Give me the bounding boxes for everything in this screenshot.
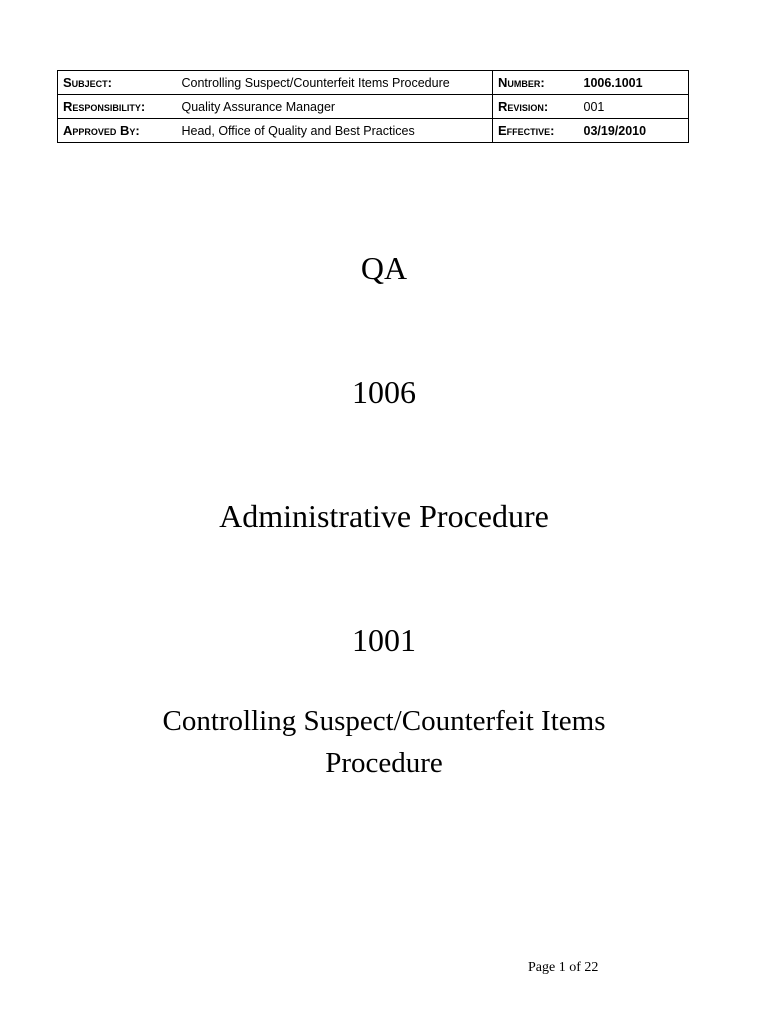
responsibility-label: Responsibility: [58,95,177,119]
series-number: 1006 [352,374,416,410]
subject-label: Subject: [58,71,177,95]
effective-label: Effective: [493,119,579,143]
document-header-table [57,70,689,143]
header-row-approved [58,119,689,143]
document-type: Administrative Procedure [219,498,549,534]
number-label: Number: [493,71,579,95]
document-title-line1: Controlling Suspect/Counterfeit Items [162,705,606,737]
header-row-responsibility [58,95,689,119]
page-number: Page 1 of 22 [528,960,599,975]
effective-value: 03/19/2010 [579,119,689,143]
revision-label: Revision: [493,95,579,119]
approved-label: Approved By: [58,119,177,143]
number-value: 1006.1001 [579,71,689,95]
responsibility-value: Quality Assurance Manager [177,95,493,119]
document-title-line2: Procedure [325,747,443,779]
header-row-subject [58,71,689,95]
department-code: QA [360,250,408,286]
revision-value: 001 [579,95,689,119]
procedure-number: 1001 [352,622,416,658]
document-title [0,700,768,784]
approved-value: Head, Office of Quality and Best Practices [177,119,493,143]
subject-value: Controlling Suspect/Counterfeit Items Procedure [177,71,493,95]
